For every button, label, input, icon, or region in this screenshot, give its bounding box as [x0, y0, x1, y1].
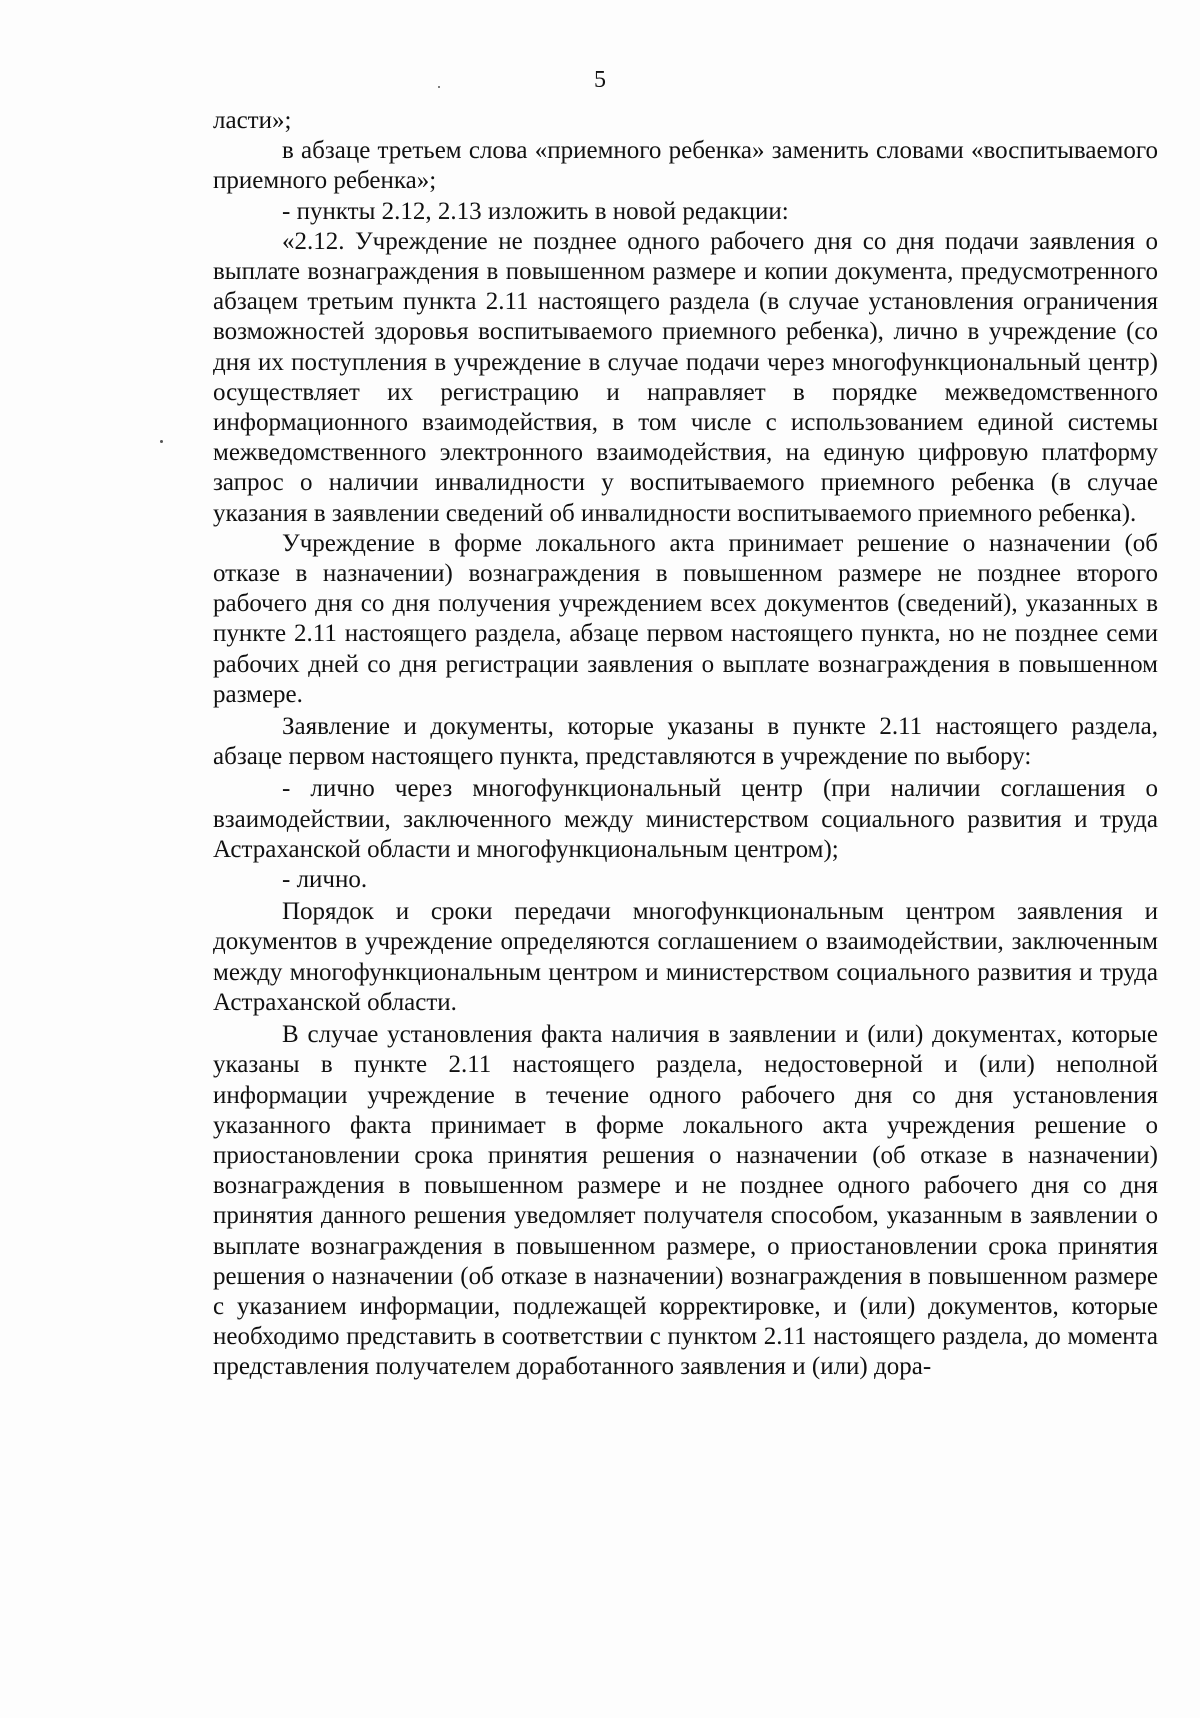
scan-speck — [438, 86, 440, 88]
paragraph-amendment-third-abzac: в абзаце третьем слова «приемного ребенка» заменить словами «воспитываемого приемного ребенка»; — [213, 137, 1158, 195]
paragraph-continuation: ласти»; — [213, 107, 292, 134]
paragraph-2-12: «2.12. Учреждение не позднее одного рабочего дня со дня подачи заявления о выплате вознаграждения в повышенном размере и копии документа, предусмотренного абзацем третьим пункта 2.11 настоящего раздела (в случае установления ограничения возможностей здоровья воспитываемого приемного ребенка), лично в учреждение (со дня их поступления в учреждение в случае подачи через многофункциональный центр) осуществляет их регистрацию и направляет в порядке межведомственного информационного взаимодействия, в том числе с использованием единой системы межведомственного электронного взаимодействия, на единую цифровую платформу запрос о наличии инвалидности у воспитываемого приемного ребенка (в случае указания в заявлении сведений об инвалидности воспитываемого приемного ребенка). — [213, 227, 1158, 527]
list-item-mfc: - лично через многофункциональный центр (при наличии соглашения о взаимодействии, заключенного между министерством социального развития и труда Астраханской области и многофункциональным центром); — [213, 775, 1158, 863]
document-body — [213, 106, 1158, 1383]
page-number: 5 — [594, 67, 606, 93]
paragraph-transfer-order: Порядок и сроки передачи многофункциональным центром заявления и документов в учреждение определяются соглашением о взаимодействии, заключенным между многофункциональным центром и министерством социального развития и труда Астраханской области. — [213, 898, 1158, 1016]
paragraph-submission: Заявление и документы, которые указаны в пункте 2.11 настоящего раздела, абзаце первом настоящего пункта, представляются в учреждение по выбору: — [213, 713, 1158, 771]
paragraph-decision: Учреждение в форме локального акта принимает решение о назначении (об отказе в назначении) вознаграждения в повышенном размере не позднее второго рабочего дня со дня получения учреждением всех документов (сведений), указанных в пункте 2.11 настоящего раздела, абзаце первом настоящего пункта, но не позднее семи рабочих дней со дня регистрации заявления о выплате вознаграждения в повышенном размере. — [213, 529, 1158, 708]
list-item-personally: - лично. — [282, 866, 368, 894]
paragraph-new-edition-intro: - пункты 2.12, 2.13 изложить в новой редакции: — [282, 197, 789, 225]
paragraph-incomplete-info: В случае установления факта наличия в заявлении и (или) документах, которые указаны в пункте 2.11 настоящего раздела, недостоверной и (или) неполной информации учреждение в течение одного рабочего дня со дня установления указанного факта принимает в форме локального акта учреждения решение о приостановлении срока принятия решения о назначении (об отказе в назначении) вознаграждения в повышенном размере и не позднее одного рабочего дня со дня принятия данного решения уведомляет получателя способом, указанным в заявлении о выплате вознаграждения в повышенном размере, о приостановлении срока принятия решения о назначении (об отказе в назначении) вознаграждения в повышенном размере с указанием информации, подлежащей корректировке, и (или) документов, которые необходимо представить в соответствии с пунктом 2.11 настоящего раздела, до момента представления получателем доработанного заявления и (или) дора- — [213, 1021, 1158, 1381]
scan-speck — [160, 440, 163, 443]
